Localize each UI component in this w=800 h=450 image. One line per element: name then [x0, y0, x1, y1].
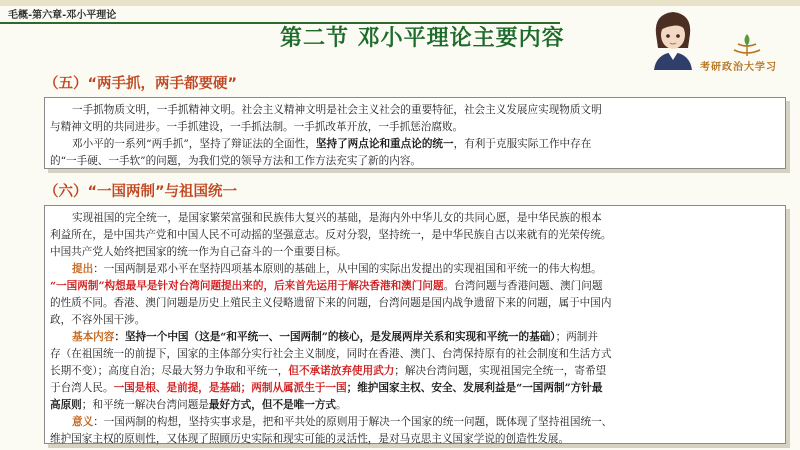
s5-line-2: 与精神文明的共同进步。一手抓建设，一手抓法制。一手抓改革开放，一手抓惩治腐败。: [50, 121, 464, 133]
section-5-heading: （五）“两手抓，两手都要硬”: [44, 76, 238, 92]
top-strip: [0, 0, 800, 6]
brand-text: 考研政治大学习: [700, 62, 777, 73]
s6-line-9: 存（在祖国统一的前提下，国家的主体部分实行社会主义制度，同时在香港、澳门、台湾保持原有的社会制度和生活方式: [50, 348, 612, 360]
s6-line-11: 于台湾人民。一国是根、是前提，是基础；两制从属派生于一国；维护国家主权、安全、发展利益是“一国两制”方针最: [50, 382, 603, 394]
section-6-heading: （六）“一国两制”与祖国统一: [44, 184, 238, 200]
s5-line-3: 邓小平的一系列“两手抓”，坚持了辩证法的全面性，坚持了两点论和重点论的统一，有利于克服实际工作中存在: [72, 138, 592, 150]
s6-line-12: 高原则；和平统一解决台湾问题是最好方式，但不是唯一方式。: [50, 399, 347, 411]
label-basic-content: 基本内容: [72, 331, 115, 343]
s6-line-13: 意义：一国两制的构想，坚持实事求是，把和平共处的原则用于解决一个国家的统一问题，既体现了坚持祖国统一、: [72, 416, 613, 428]
s6-line-6: 的性质不同。香港、澳门问题是历史上殖民主义侵略遗留下来的问题，台湾问题是国内战争遗留下来的问题，属于中国内: [50, 297, 612, 309]
label-significance: 意义: [72, 416, 94, 428]
s6-line-4: 提出：一国两制是邓小平在坚持四项基本原则的基础上，从中国的实际出发提出的实现祖国和平统一的伟大构想。: [72, 263, 602, 275]
s6-line-7: 政，不容外国干涉。: [50, 314, 146, 326]
brand-logo: [700, 30, 795, 60]
s6-line-8: 基本内容：坚持一个中国（这是“和平统一、一国两制”的核心，是发展两岸关系和实现和平统一的基础）；两制并: [72, 331, 598, 343]
s6-line-5: “一国两制”构想最早是针对台湾问题提出来的，后来首先运用于解决香港和澳门问题。台湾问题与香港问题、澳门问题: [50, 280, 603, 292]
breadcrumb: 毛概-第六章-邓小平理论: [8, 10, 117, 21]
s6-line-1: 实现祖国的完全统一，是国家繁荣富强和民族伟大复兴的基础，是海内外中华儿女的共同心愿，是中华民族的根本: [72, 212, 602, 224]
label-proposal: 提出: [72, 263, 94, 275]
s6-line-10: 长期不变）；高度自治；尽最大努力争取和平统一，但不承诺放弃使用武力；解决台湾问题，实现祖国完全统一，寄希望: [50, 365, 607, 377]
s6-line-14: 维护国家主权的原则性，又体现了照顾历史实际和现实可能的灵活性，是对马克思主义国家学说的创造性发展。: [50, 433, 570, 445]
page-title: 第二节 邓小平理论主要内容: [280, 25, 565, 51]
s5-line-1: 一手抓物质文明，一手抓精神文明。社会主义精神文明是社会主义社会的重要特征，社会主义发展应实现物质文明: [72, 104, 602, 116]
s5-line-4: 的“一手硬、一手软”的问题，为我们党的领导方法和工作方法充实了新的内容。: [50, 155, 422, 167]
avatar: [650, 8, 696, 70]
s6-line-3: 中国共产党人始终把国家的统一作为自己奋斗的一个重要目标。: [50, 246, 347, 258]
s6-line-2: 利益所在，是中国共产党和中国人民不可动摇的坚强意志。反对分裂，坚持统一，是中华民族自古以来就有的光荣传统。: [50, 229, 612, 241]
